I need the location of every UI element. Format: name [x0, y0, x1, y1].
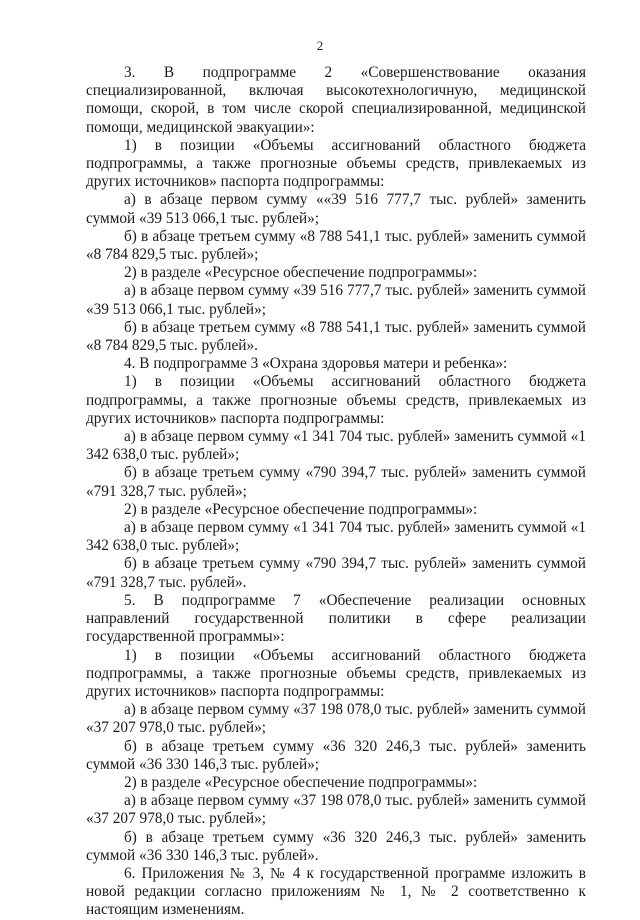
paragraph-3-2: 2) в разделе «Ресурсное обеспечение подпрограммы»:	[124, 264, 478, 282]
paragraph-4-2-a: а) в абзаце первом сумму «1 341 704 тыс. рублей» заменить суммой «1 342 638,0 тыс. рублей»;	[86, 519, 586, 555]
paragraph-3-1-b: б) в абзаце третьем сумму «8 788 541,1 тыс. рублей» заменить суммой «8 784 829,5 тыс. рублей»;	[86, 227, 586, 264]
page-number: 2	[316, 38, 324, 53]
paragraph-5-2: 2) в разделе «Ресурсное обеспечение подпрограммы»:	[124, 773, 478, 791]
paragraph-5-2-b: б) в абзаце третьем сумму «36 320 246,3 тыс. рублей» заменить суммой «36 330 146,3 тыс. рублей».	[86, 828, 586, 864]
paragraph-6: 6. Приложения № 3, № 4 к государственной программе изложить в новой редакции согласно приложениям № 1, № 2 соответственно к настоящим изменениям.	[86, 864, 586, 919]
paragraph-4-1: 1) в позиции «Объемы ассигнований областного бюджета подпрограммы, а также прогнозные объемы средств, привлекаемых из других источников» паспорта подпрограммы:	[86, 373, 586, 427]
paragraph-5-1: 1) в позиции «Объемы ассигнований областного бюджета подпрограммы, а также прогнозные объемы средств, привлекаемых из других источников» паспорта подпрограммы:	[86, 646, 586, 700]
paragraph-3-intro: 3. В подпрограмме 2 «Совершенствование оказания специализированной, включая высокотехнологичную, медицинской помощи, скорой, в том числе скорой специализированной, медицинской помощи, медицинской эвакуации»:	[86, 64, 586, 136]
paragraph-3-2-b: б) в абзаце третьем сумму «8 788 541,1 тыс. рублей» заменить суммой «8 784 829,5 тыс. рублей».	[86, 318, 586, 355]
paragraph-4-1-a: а) в абзаце первом сумму «1 341 704 тыс. рублей» заменить суммой «1 342 638,0 тыс. рублей»;	[86, 428, 586, 464]
paragraph-4-2: 2) в разделе «Ресурсное обеспечение подпрограммы»:	[124, 500, 478, 518]
paragraph-4-2-b: б) в абзаце третьем сумму «790 394,7 тыс. рублей» заменить суммой «791 328,7 тыс. рублей».	[86, 555, 586, 591]
paragraph-5-1-a: а) в абзаце первом сумму «37 198 078,0 тыс. рублей» заменить суммой «37 207 978,0 тыс. рублей»;	[86, 701, 586, 737]
paragraph-3-2-a: а) в абзаце первом сумму «39 516 777,7 тыс. рублей» заменить суммой «39 513 066,1 тыс. рублей»;	[86, 282, 586, 318]
paragraph-3-1-a: а) в абзаце первом сумму ««39 516 777,7 тыс. рублей» заменить суммой «39 513 066,1 тыс. рублей»;	[86, 191, 586, 227]
paragraph-5-1-b: б) в абзаце третьем сумму «36 320 246,3 тыс. рублей» заменить суммой «36 330 146,3 тыс. рублей»;	[86, 737, 586, 773]
paragraph-3-1: 1) в позиции «Объемы ассигнований областного бюджета подпрограммы, а также прогнозные объемы средств, привлекаемых из других источников» паспорта подпрограммы:	[86, 136, 586, 191]
paragraph-4-intro: 4. В подпрограмме 3 «Охрана здоровья матери и ребенка»:	[124, 355, 508, 373]
paragraph-5-2-a: а) в абзаце первом сумму «37 198 078,0 тыс. рублей» заменить суммой «37 207 978,0 тыс. рублей»;	[86, 792, 586, 828]
document-body	[86, 64, 586, 920]
paragraph-4-1-b: б) в абзаце третьем сумму «790 394,7 тыс. рублей» заменить суммой «791 328,7 тыс. рублей»;	[86, 464, 586, 500]
paragraph-5-intro: 5. В подпрограмме 7 «Обеспечение реализации основных направлений государственной политики в сфере реализации государственной программы»:	[86, 591, 586, 646]
